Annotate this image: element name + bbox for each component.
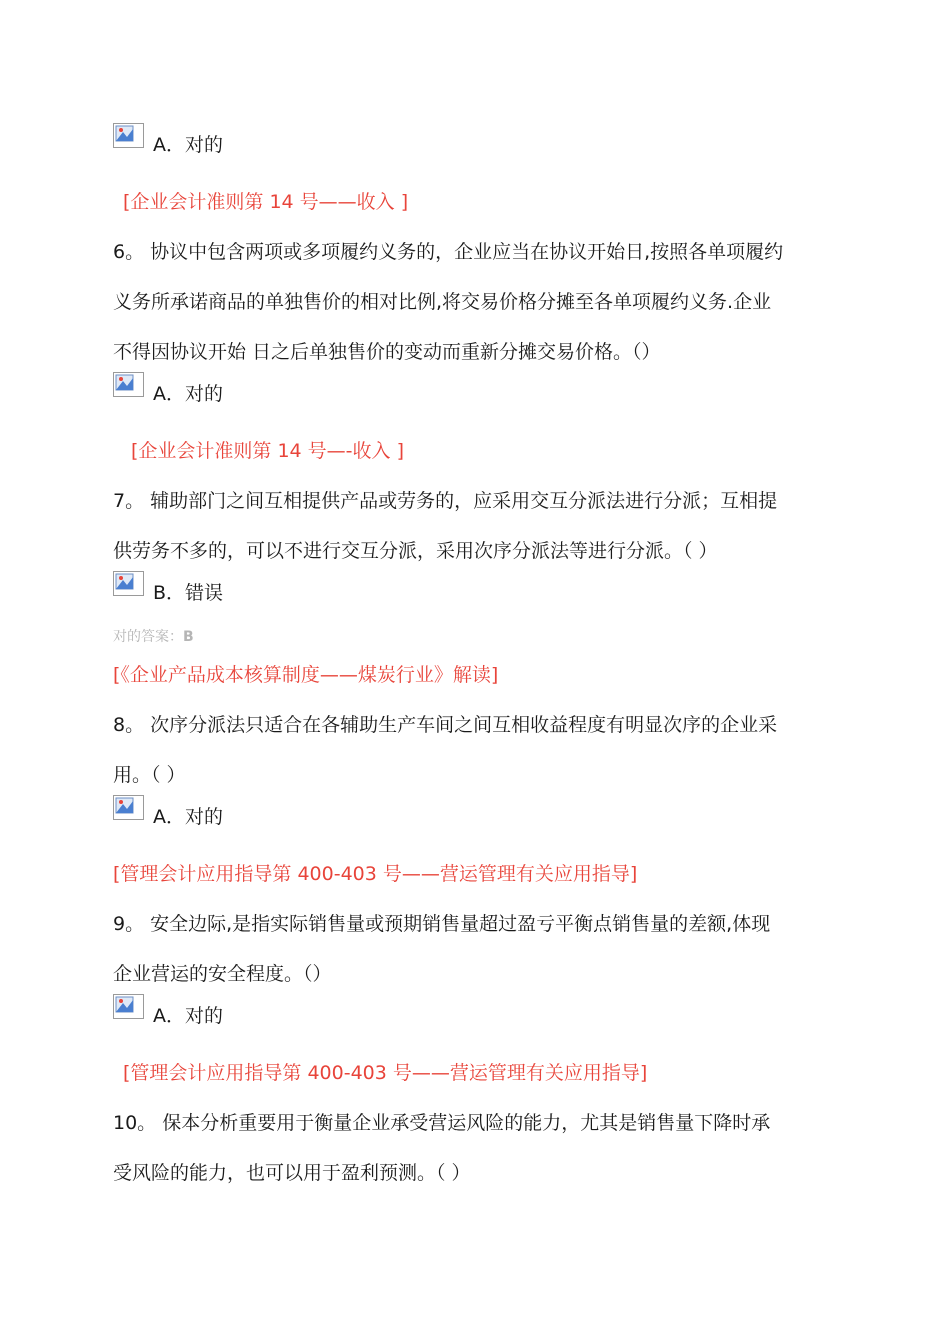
- question-9-line-2: 企业营运的安全程度。（）: [113, 963, 332, 985]
- reference-citation: [企业会计准则第 14 号—-收入 ]: [131, 440, 404, 462]
- question-6-line-2: 义务所承诺商品的单独售价的相对比例,将交易价格分摊至各单项履约义务.企业: [113, 291, 772, 313]
- broken-image-icon: [113, 795, 144, 820]
- broken-image-icon: [113, 372, 144, 397]
- correct-answer: [113, 626, 194, 646]
- answer-option: [113, 578, 223, 605]
- question-9-line-1: 9。 安全边际,是指实际销售量或预期销售量超过盈亏平衡点销售量的差额,体现: [113, 913, 771, 935]
- correct-answer-value: B: [183, 629, 194, 645]
- question-8-line-2: 用。（ ）: [113, 764, 186, 786]
- answer-option: [113, 1001, 223, 1028]
- answer-option: [113, 379, 223, 406]
- reference-citation: [企业会计准则第 14 号——收入 ]: [123, 191, 409, 213]
- answer-option: [113, 802, 223, 829]
- option-label: B．错误: [153, 582, 224, 604]
- answer-option: [113, 130, 223, 157]
- option-label: A．对的: [153, 383, 223, 405]
- correct-answer-label: 对的答案：: [113, 629, 183, 645]
- option-label: A．对的: [153, 806, 223, 828]
- question-10-line-2: 受风险的能力，也可以用于盈利预测。（ ）: [113, 1162, 471, 1184]
- broken-image-icon: [113, 123, 144, 148]
- option-label: A．对的: [153, 134, 223, 156]
- broken-image-icon: [113, 994, 144, 1019]
- option-label: A．对的: [153, 1005, 223, 1027]
- question-8-line-1: 8。 次序分派法只适合在各辅助生产车间之间互相收益程度有明显次序的企业采: [113, 714, 778, 736]
- reference-citation: [管理会计应用指导第 400-403 号——营运管理有关应用指导]: [123, 1062, 648, 1084]
- question-6-line-3: 不得因协议开始 日之后单独售价的变动而重新分摊交易价格。（）: [113, 341, 661, 363]
- question-7-line-2: 供劳务不多的，可以不进行交互分派，采用次序分派法等进行分派。（ ）: [113, 540, 718, 562]
- reference-citation: [《企业产品成本核算制度——煤炭行业》解读]: [113, 664, 499, 686]
- question-6-line-1: 6。 协议中包含两项或多项履约义务的，企业应当在协议开始日,按照各单项履约: [113, 241, 784, 263]
- reference-citation: [管理会计应用指导第 400-403 号——营运管理有关应用指导]: [113, 863, 638, 885]
- question-7-line-1: 7。 辅助部门之间互相提供产品或劳务的，应采用交互分派法进行分派；互相提: [113, 490, 778, 512]
- question-10-line-1: 10。 保本分析重要用于衡量企业承受营运风险的能力，尤其是销售量下降时承: [113, 1112, 771, 1134]
- broken-image-icon: [113, 571, 144, 596]
